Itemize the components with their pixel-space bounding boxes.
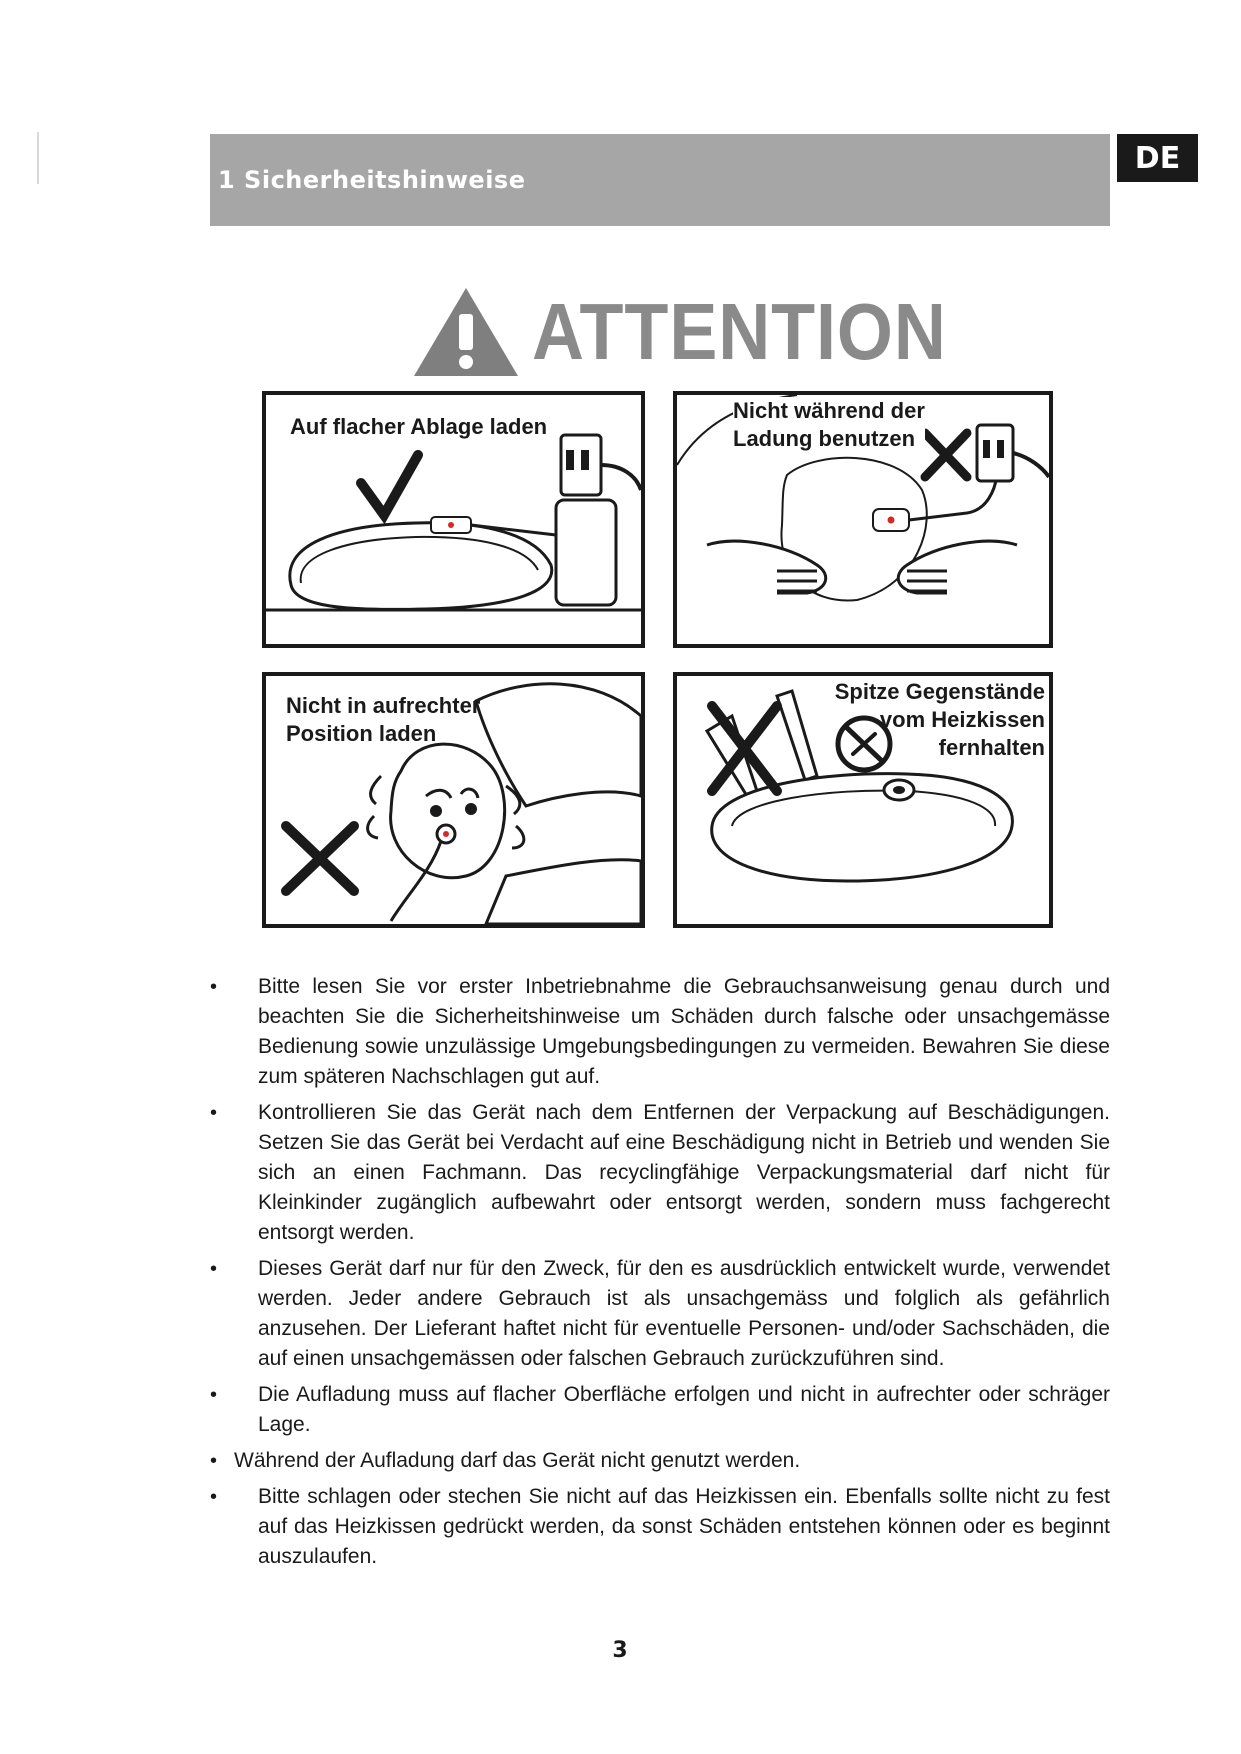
panel-label bbox=[835, 678, 1045, 762]
list-item-text: Bitte lesen Sie vor erster Inbetriebnahme die Gebrauchsanweisung genau durch und beachten Sie die Sicherheitshinweise um Schäden durch falsche oder unsachgemässe Bedienung sowie unzulässige Umgebungsbedingungen zu vermeiden. Bewahren Sie diese zum späteren Nachschlagen gut auf. bbox=[258, 975, 1110, 1088]
panel-charge-flat bbox=[262, 391, 645, 648]
list-item bbox=[210, 1098, 1110, 1248]
panel-keep-sharp-objects-away bbox=[673, 672, 1053, 928]
list-item-text: Die Aufladung muss auf flacher Oberfläche erfolgen und nicht in aufrechter oder schräger Lage. bbox=[258, 1383, 1110, 1436]
panel-label: Auf flacher Ablage laden bbox=[290, 414, 548, 439]
page-number: 3 bbox=[612, 1638, 628, 1663]
list-item bbox=[210, 1482, 1110, 1572]
list-item-text: Dieses Gerät darf nur für den Zweck, für den es ausdrücklich entwickelt wurde, verwendet werden. Jeder andere Gebrauch ist als unsachgemäss und folglich als gefährlich anzusehen. Der Lieferant haftet nicht für eventuelle Personen- und/oder Sachschäden, die auf einen unsachgemässen oder falschen Gebrauch zurückzuführen sind. bbox=[258, 1257, 1110, 1370]
list-item-text: Während der Aufladung darf das Gerät nicht genutzt werden. bbox=[234, 1449, 801, 1472]
bullet-icon: • bbox=[210, 1384, 218, 1406]
panel-label-line-2: Position laden bbox=[286, 721, 437, 746]
panel-label-line-1: Spitze Gegenstände bbox=[834, 679, 1045, 704]
safety-instructions-list bbox=[210, 972, 1110, 1578]
list-item bbox=[210, 1254, 1110, 1374]
warning-triangle-icon bbox=[410, 284, 522, 380]
attention-banner bbox=[410, 282, 970, 382]
attention-text: ATTENTION bbox=[532, 287, 947, 376]
list-item bbox=[210, 1446, 1110, 1476]
panel-label-line-3: fernhalten bbox=[938, 735, 1045, 760]
bullet-icon: • bbox=[210, 1486, 218, 1508]
bullet-icon: • bbox=[210, 1258, 218, 1280]
section-header-bar bbox=[210, 134, 1110, 226]
panel-label-line-2: vom Heizkissen bbox=[879, 707, 1045, 732]
bullet-icon: • bbox=[210, 1102, 218, 1124]
bullet-icon: • bbox=[210, 976, 218, 998]
panel-no-upright-charging bbox=[262, 672, 645, 928]
list-item-text: Bitte schlagen oder stechen Sie nicht auf das Heizkissen ein. Ebenfalls sollte nicht zu fest auf das Heizkissen gedrückt werden, da sonst Schäden entstehen können oder es beginnt auszulaufen. bbox=[258, 1485, 1110, 1568]
section-title: 1 Sicherheitshinweise bbox=[218, 166, 526, 194]
panel-label-line-1: Nicht in aufrechter bbox=[286, 693, 481, 718]
list-item-text: Kontrollieren Sie das Gerät nach dem Entfernen der Verpackung auf Beschädigungen. Setzen Sie das Gerät bei Verdacht auf eine Beschädigung nicht in Betrieb und wenden Sie sich an einen Fachmann. Das recyclingfähige Verpackungsmaterial darf nicht für Kleinkinder zugänglich aufbewahrt oder entsorgt werden, sondern muss fachgerecht entsorgt werden. bbox=[258, 1101, 1110, 1244]
margin-marker bbox=[37, 132, 39, 184]
panel-no-use-while-charging bbox=[673, 391, 1053, 648]
panel-label bbox=[733, 397, 925, 453]
panel-label-line-2: Ladung benutzen bbox=[733, 426, 916, 451]
list-item bbox=[210, 1380, 1110, 1440]
bullet-icon: • bbox=[210, 1450, 218, 1472]
list-item bbox=[210, 972, 1110, 1092]
language-badge: DE bbox=[1117, 134, 1198, 182]
panel-label-line-1: Nicht während der bbox=[733, 398, 925, 423]
panel-label bbox=[286, 692, 480, 748]
